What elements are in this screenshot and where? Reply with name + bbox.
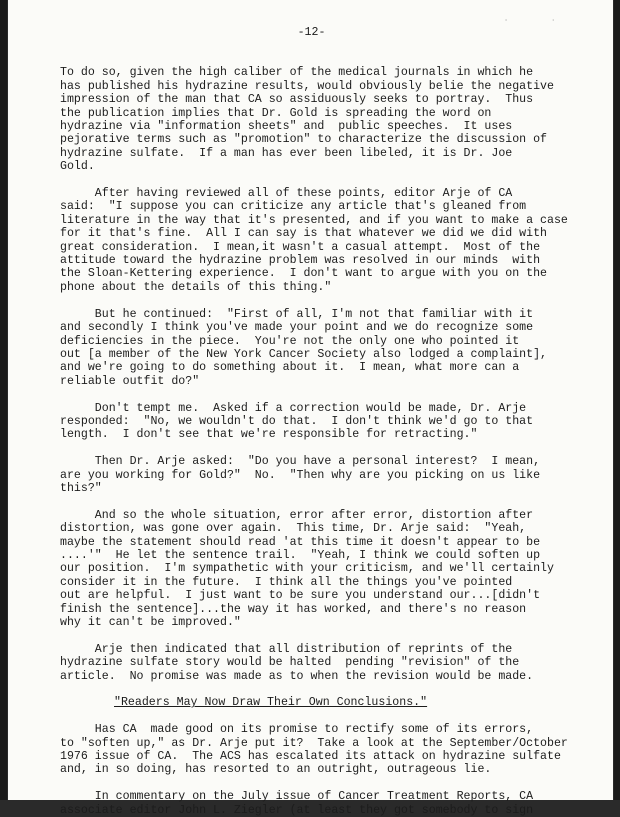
paragraph-3: But he continued: "First of all, I'm not that familiar with it and secondly I think you've made your point and we do recognize some deficiencies in the piece. You're not the only one who pointed it out [a member of the New York Cancer Society also lodged a complaint], and we're going to do something about it. I mean, what more can a reliable outfit do?" [60,307,548,388]
paragraph-8: Has CA made good on its promise to rectify some of its errors, to "soften up," as Dr. Arje put it? Take a look at the September/October 1976 issue of CA. The ACS has escalated its attack on hydrazine sulfate and, in so doing, has resorted to an outright, outrageous lie. [60,723,568,777]
paragraph-5: Then Dr. Arje asked: "Do you have a personal interest? I mean, are you working for Gold?" No. "Then why are you picking on us like this?" [60,455,541,495]
paragraph-1: To do so, given the high caliber of the medical journals in which he has published his hydrazine results, would obviously belie the negative impression of the man that CA so assiduously seeks to portray. Thus the publication implies that Dr. Gold is spreading the word on hydrazine via "information sheets" and public speeches. It uses pejorative terms such as "promotion" to characterize the discussion of hydrazine sulfate. If a man has ever been libeled, it is Dr. Joe Gold. [60,66,554,174]
document-page [8,0,613,817]
section-heading: "Readers May Now Draw Their Own Conclusions." [114,696,428,710]
page-number: -12- [297,26,326,39]
scan-specks: · · [504,17,575,24]
paragraph-7: Arje then indicated that all distribution of reprints of the hydrazine sulfate story would be halted pending "revision" of the article. No promise was made as to when the revision would be made. [60,642,534,683]
scan-frame-right [614,0,620,800]
paragraph-2: After having reviewed all of these points, editor Arje of CA said: "I suppose you can criticize any article that's gleaned from literature in the way that it's presented, and if you want to make a case for it that's fine. All I can say is that whatever we did we did with great consideration. I mean,it wasn't a casual attempt. Most of the attitude toward the hydrazine problem was resolved in our minds with the Sloan-Kettering experience. I don't want to argue with you on the phone about the details of this thing." [60,187,568,294]
body-text [60,66,593,817]
paragraph-4: Don't tempt me. Asked if a correction would be made, Dr. Arje responded: "No, we wouldn't do that. I don't think we'd go to that length. I don't see that we're responsible for retracting." [60,401,534,442]
paragraph-9: In commentary on the July issue of Cancer Treatment Reports, CA associate editor John L. Ziegler (at least they got somebody to sign [60,790,534,817]
paragraph-6: And so the whole situation, error after error, distortion after distortion, was gone over again. This time, Dr. Arje said: "Yeah, maybe the statement should read 'at this time it doesn't appear to be ....'" He let the sentence trail. "Yeah, I think we could soften up our position. I'm sympathetic with your criticism, and we'll certainly consider it in the future. I think all the things you've pointed out are helpful. I just want to be sure you understand our...[didn't finish the sentence]...the way it has worked, and there's no reason why it can't be improved." [60,508,554,629]
scan-frame-left [0,0,7,800]
